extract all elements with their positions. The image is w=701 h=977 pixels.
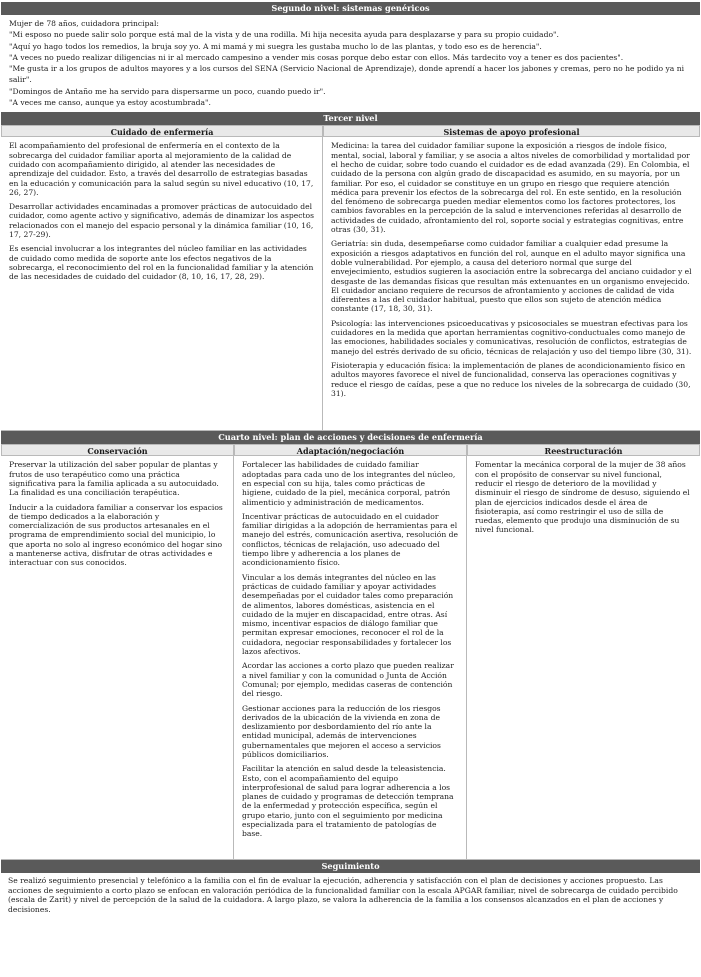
testimony-line: Mujer de 78 años, cuidadora principal:: [9, 19, 159, 28]
seguimiento-text: Se realizó seguimiento presencial y telefónico a la familia con el fin de evaluar la ejecución, adherencia y satisfacción con el plan de decisiones y acciones propuesto. Las acciones de seguimiento a corto plazo se enfocan en valoración periódica de la funcionalidad familiar con la escala APGAR familiar, nivel de sobrecarga de cuidado percibido (escala de Zarit) y nivel de percepción de la salud de la cuidadora. A largo plazo, se valora la adherencia de la familia a los consensos alcanzados en el plan de acciones y decisiones.: [8, 876, 678, 914]
tercer-nivel-subheaders: [1, 125, 700, 137]
sistemas-apoyo-cell: [323, 137, 700, 430]
seguimiento-header: Seguimiento: [1, 860, 700, 873]
adaptacion-cell: [234, 456, 467, 859]
paragraph: El acompañamiento del profesional de enfermería en el contexto de la sobrecarga del cuidador familiar aporta al mejoramiento de la calidad de cuidado con acompañamiento dirigido, al atender las necesidades de aprendizaje del cuidador. Esto, a través del desarrollo de estrategias basadas en la educación y comunicación para la salud según su nivel educativo (10, 17, 26, 27).: [9, 141, 314, 197]
paragraph: Fortalecer las habilidades de cuidado familiar adoptadas para cada uno de los integrantes del núcleo, en especial con su hija, tales como prácticas de higiene, cuidado de la piel, mecánica corporal, patrón alimenticio y administración de medicamentos.: [242, 460, 456, 507]
conservacion-cell: [1, 456, 234, 859]
reestructuracion-cell: [467, 456, 700, 859]
tercer-nivel-body: [1, 137, 700, 431]
paragraph: Acordar las acciones a corto plazo que pueden realizar a nivel familiar y con la comunidad o Junta de Acción Comunal; por ejemplo, medidas caseras de contención del riesgo.: [242, 661, 454, 699]
segundo-nivel-testimonies: [1, 15, 700, 112]
cuarto-nivel-subheaders: [1, 444, 700, 456]
cuarto-nivel-header: Cuarto nivel: plan de acciones y decisiones de enfermería: [1, 431, 700, 444]
adaptacion-header: Adaptación/negociación: [234, 444, 467, 456]
testimony-line: "Domingos de Antaño me ha servido para dispersarme un poco, cuando puedo ir".: [9, 86, 326, 96]
testimony-line: "A veces no puedo realizar diligencias ni ir al mercado campesino a vender mis cosas porque debo estar con ellos. Más tardecito voy a tener es dos pacientes".: [9, 52, 624, 62]
paragraph: Gestionar acciones para la reducción de los riesgos derivados de la ubicación de la vivienda en zona de deslizamiento por desbordamiento del río ante la entidad municipal, además de intervenciones gubernamentales que mejoren el acceso a servicios públicos domiciliarios.: [242, 703, 441, 759]
cuarto-nivel-body: [1, 456, 700, 860]
cuidado-enfermeria-header: Cuidado de enfermería: [1, 125, 323, 137]
paragraph: Vincular a los demás integrantes del núcleo en las prácticas de cuidado familiar y apoyar actividades desempeñadas por el cuidador tales como preparación de alimentos, labores domésticas, asistencia en el cuidado de la mujer en discapacidad, entre otras. Así mismo, incentivar espacios de diálogo familiar que permitan expresar emociones, reconocer el rol de la cuidadora, negociar responsabilidades y fortalecer los lazos afectivos.: [242, 572, 454, 657]
paragraph: Inducir a la cuidadora familiar a conservar los espacios de tiempo dedicados a la elaboración y comercialización de sus productos artesanales en el programa de emprendimiento social del municipio, lo que aporta no solo al ingreso económico del hogar sino a mantenerse activa, disfrutar de otras actividades e interactuar con sus conocidos.: [9, 502, 223, 568]
paragraph: Es esencial involucrar a los integrantes del núcleo familiar en las actividades de cuidado como medida de soporte ante los efectos negativos de la sobrecarga, el reconocimiento del rol en la funcionalidad familiar y la atención de las necesidades de cuidado del cuidador (8, 10, 16, 17, 28, 29).: [9, 244, 314, 282]
paragraph: Geriatría: sin duda, desempeñarse como cuidador familiar a cualquier edad presume la exposición a riesgos adaptativos en función del rol, aunque en el adulto mayor significa una doble vulnerabilidad. Por ejemplo, a causa del deterioro normal que surge del envejecimiento, estudios sugieren la asociación entre la sobrecarga del anciano cuidador y el desgaste de las demandas físicas que resultan más extenuantes en un organismo envejecido. El cuidador anciano requiere de recursos de afrontamiento y acciones de calidad de vida diferentes a las del cuidador habitual, puesto que ellos son sujeto de atención médica constante (17, 18, 30, 31).: [331, 239, 692, 314]
paragraph: Fomentar la mecánica corporal de la mujer de 38 años con el propósito de conservar su nivel funcional, reducir el riesgo de deterioro de la movilidad y disminuir el riesgo de síndrome de desuso, siguiendo el plan de ejercicios indicados desde el área de fisioterapia, así como restringir el uso de silla de ruedas, elemento que produjo una disminución de su nivel funcional.: [475, 460, 690, 535]
paragraph: Psicología: las intervenciones psicoeducativas y psicosociales se muestran efectivas para los cuidadores en la medida que aportan herramientas cognitivo-conductuales como manejo de las emociones, habilidades sociales y comunicativas, resolución de conflictos, estrategias de manejo del estrés derivado de su oficio, técnicas de relajación y uso del tiempo libre (30, 31).: [331, 318, 692, 356]
reestructuracion-header: Reestructuración: [467, 444, 700, 456]
paragraph: Incentivar prácticas de autocuidado en el cuidador familiar dirigidas a la adopción de herramientas para el manejo del estrés, comunicación asertiva, resolución de conflictos, técnicas de relajación, uso adecuado del tiempo libre y adherencia a los planes de acondicionamiento físico.: [242, 511, 459, 568]
testimony-line: "Aquí yo hago todos los remedios, la bruja soy yo. A mi mamá y mi suegra les gustaba mucho lo de las plantas, y todo eso es de herencia".: [9, 41, 542, 51]
testimony-line: "A veces me canso, aunque ya estoy acostumbrada".: [9, 98, 211, 108]
testimony-line: "Mi esposo no puede salir solo porque está mal de la vista y de una rodilla. Mi hija necesita ayuda para desplazarse y para su propio cuidado".: [9, 30, 559, 40]
sistemas-apoyo-header: Sistemas de apoyo profesional: [323, 125, 700, 137]
testimony-line: "Me gusta ir a los grupos de adultos mayores y a los cursos del SENA (Servicio Nacional de Aprendizaje), donde aprendí a hacer los jabones y cremas, pero no he podido ya ni salir".: [9, 64, 685, 85]
paragraph: Medicina: la tarea del cuidador familiar supone la exposición a riesgos de índole físico, mental, social, laboral y familiar, y se asocia a altos niveles de comorbilidad y mortalidad por el hecho de cuidar, sobre todo cuando el cuidador es de edad avanzada (29). En Colombia, el cuidado de la persona con algún grado de discapacidad es asumido, en su mayoría, por un familiar. Por eso, el cuidador se constituye en un grupo en riesgo que requiere atención médica para prevenir los efectos de la sobrecarga del rol. En este sentido, en la resolución del fenómeno de sobrecarga pueden mediar elementos como los factores protectores, los cambios favorables en la percepción de la salud e intervenciones referidas al desarrollo de actividades de cuidado, afrontamiento del rol, soporte social y estrategias cognitivas, entre otras (30, 31).: [331, 141, 690, 235]
paragraph: Facilitar la atención en salud desde la teleasistencia. Esto, con el acompañamiento del equipo interprofesional de salud para lograr adherencia a los planes de cuidado y programas de detección temprana de la enfermedad y protección específica, según el grupo etario, junto con el seguimiento por medicina especializada para el tratamiento de patologías de base.: [242, 764, 454, 839]
cuidado-enfermeria-cell: [1, 137, 323, 430]
segundo-nivel-header: Segundo nivel: sistemas genéricos: [1, 2, 700, 15]
paragraph: Desarrollar actividades encaminadas a promover prácticas de autocuidado del cuidador, como agente activo y significativo, además de dinamizar los aspectos relacionados con el manejo del espacio personal y la dinámica familiar (10, 16, 17, 27-29).: [9, 202, 314, 240]
paragraph: Fisioterapia y educación física: la implementación de planes de acondicionamiento físico en adultos mayores favorece el nivel de funcionalidad, conserva las operaciones cognitivas y reduce el riesgo de caídas, pese a que no reduce los niveles de la sobrecarga de cuidado (30, 31).: [331, 360, 691, 398]
tercer-nivel-header: Tercer nivel: [1, 112, 700, 125]
paragraph: Preservar la utilización del saber popular de plantas y frutos de uso terapéutico como una práctica significativa para la familia aplicada a su autocuidado. La finalidad es una conciliación terapéutica.: [9, 460, 219, 498]
conservacion-header: Conservación: [1, 444, 234, 456]
